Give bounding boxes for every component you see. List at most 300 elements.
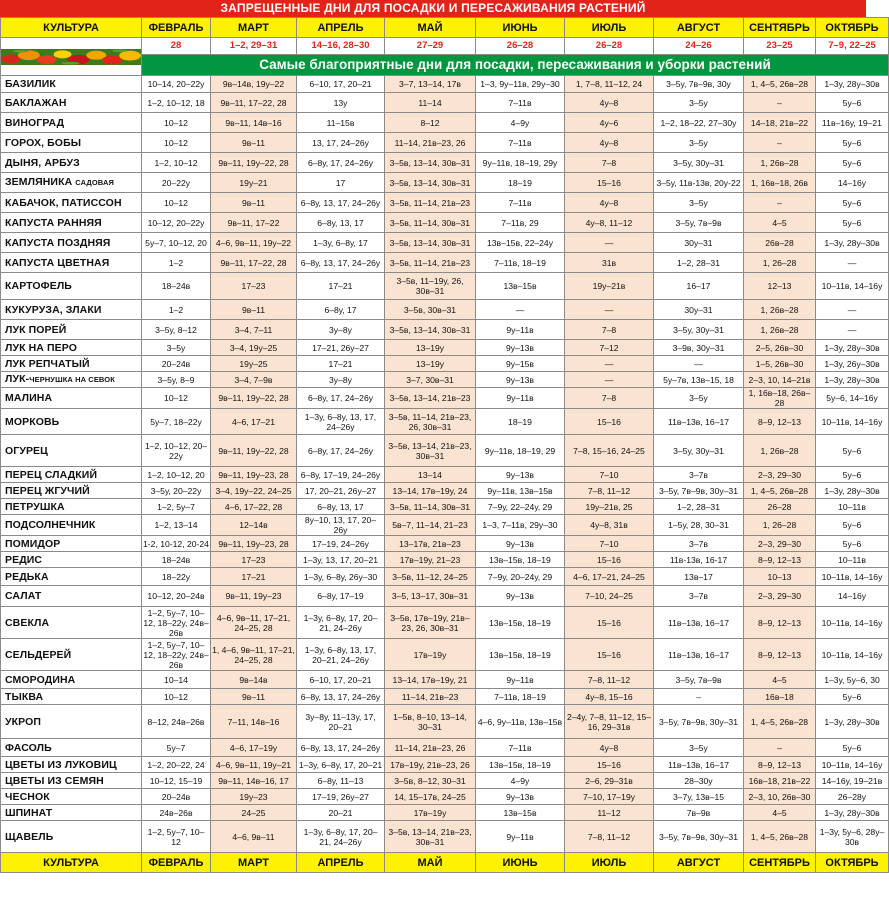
day-cell: 13в–15в <box>476 805 565 821</box>
day-cell: 16в–18, 21в–22 <box>744 773 816 789</box>
day-cell: 17в–19у, 21–23 <box>385 552 476 568</box>
column-header-8: СЕНТЯБРЬ <box>744 18 816 38</box>
day-cell: 8–9, 12–13 <box>744 552 816 568</box>
crop-name-text: ГОРОХ, БОБЫ <box>5 136 82 149</box>
day-cell: 1–3у, 28у–30в <box>816 483 889 499</box>
day-cell: 9у–13в <box>476 467 565 483</box>
day-cell: 11–14 <box>385 93 476 113</box>
day-cell: 6–8у, 13, 17, 24–26у <box>297 253 385 273</box>
day-cell: 7–8, 11–12 <box>565 671 654 689</box>
day-cell: 1–3у, 28у–30в <box>816 340 889 356</box>
day-cell: 5у–7в, 13в–15, 18 <box>654 372 744 388</box>
day-cell: 3–5в, 13–14, 30в–31 <box>385 320 476 340</box>
day-cell: 9у–11в <box>476 671 565 689</box>
day-cell: 4у–8, 15–16 <box>565 689 654 705</box>
day-cell: 11в–16у, 19–21 <box>816 113 889 133</box>
table-row <box>1 113 889 133</box>
day-cell: 10–11в <box>816 552 889 568</box>
day-cell: 5у–6 <box>816 133 889 153</box>
day-cell: 20–24в <box>142 356 211 372</box>
day-cell: 6–8у, 13, 17, 24–26у <box>297 689 385 705</box>
crop-name <box>1 467 142 483</box>
day-cell: 2–3, 10, 14–21в <box>744 372 816 388</box>
table-row <box>1 773 889 789</box>
crop-name <box>1 93 142 113</box>
header-row-top <box>1 18 889 38</box>
day-cell: 1–3у, 6–8у, 26у–30 <box>297 568 385 586</box>
day-cell: 10–12 <box>142 133 211 153</box>
day-cell: 3–4, 7–11 <box>211 320 297 340</box>
day-cell: 1–2, 20–22, 24 <box>142 757 211 773</box>
day-cell: 1–3у, 28у–30в <box>816 372 889 388</box>
day-cell: 17–21 <box>297 273 385 300</box>
day-cell: 26–28у <box>816 789 889 805</box>
day-cell: 1–5в, 8–10, 13–14, 30–31 <box>385 705 476 739</box>
day-cell: 7–11в, 29 <box>476 213 565 233</box>
crop-name-text: ПЕРЕЦ ЖГУЧИЙ <box>5 484 90 497</box>
day-cell: 3–5в, 13–14, 30в–31 <box>385 173 476 193</box>
day-cell: 11–14, 21в–23, 26 <box>385 133 476 153</box>
crop-name-text: ПЕТРУШКА <box>5 500 65 513</box>
crop-name <box>1 300 142 320</box>
day-cell: 10–11в, 14–16у <box>816 568 889 586</box>
crop-name-text: КАРТОФЕЛЬ <box>5 280 72 292</box>
day-cell: 5у–6 <box>816 193 889 213</box>
column-header-0: КУЛЬТУРА <box>1 853 142 873</box>
day-cell: 3–5в, 13–14, 21в–23 <box>385 388 476 409</box>
day-cell: 13–14, 17в–19у, 21 <box>385 671 476 689</box>
day-cell: 4у–8, 31в <box>565 515 654 536</box>
table-row <box>1 300 889 320</box>
column-header-7: АВГУСТ <box>654 853 744 873</box>
column-header-7: АВГУСТ <box>654 18 744 38</box>
table-row <box>1 607 889 639</box>
day-cell: 3–5у, 30у–31 <box>654 435 744 467</box>
day-cell: 19у–23 <box>211 789 297 805</box>
day-cell: 5у–6 <box>816 515 889 536</box>
day-cell: 9в–11, 19у–23 <box>211 586 297 607</box>
day-cell: 11в–13в, 16–17 <box>654 607 744 639</box>
day-cell: 7–11в, 18–19 <box>476 253 565 273</box>
day-cell: 1, 26в–28 <box>744 320 816 340</box>
day-cell: 1–3у, 6–8у, 17, 20–21, 24–26у <box>297 607 385 639</box>
crop-name-text: ЦВЕТЫ ИЗ СЕМЯН <box>5 774 104 787</box>
day-cell: 1, 26в–28 <box>744 300 816 320</box>
day-cell: 3–5у, 7в–9в, 30у <box>654 76 744 93</box>
day-cell: 6–10, 17, 20–21 <box>297 671 385 689</box>
day-cell: 3–5в, 11–14, 21в–23 <box>385 193 476 213</box>
day-cell: 10–14 <box>142 671 211 689</box>
day-cell: 9в–11, 14в–16, 17 <box>211 773 297 789</box>
table-row <box>1 499 889 515</box>
day-cell: 1, 16в–18, 26в <box>744 173 816 193</box>
day-cell: 9у–13в <box>476 372 565 388</box>
day-cell: 9у–11в, 13в–15в <box>476 483 565 499</box>
day-cell: — <box>565 356 654 372</box>
day-cell: 17–19, 26у–27 <box>297 789 385 805</box>
day-cell: 9в–11, 19у–22, 28 <box>211 435 297 467</box>
day-cell: 1–2, 28–31 <box>654 499 744 515</box>
day-cell: 6–8у, 17–19, 24–26у <box>297 467 385 483</box>
day-cell: 1–2, 28–31 <box>654 253 744 273</box>
crop-name-text: ПЕРЕЦ СЛАДКИЙ <box>5 468 98 481</box>
day-cell: 9у–15в <box>476 356 565 372</box>
day-cell: 10–14, 20–22у <box>142 76 211 93</box>
day-cell: 1, 26в–28 <box>744 435 816 467</box>
day-cell: 13–19у <box>385 340 476 356</box>
day-cell: 3–7в <box>654 586 744 607</box>
day-cell: 2–3, 29–30 <box>744 586 816 607</box>
day-cell: 3–5у <box>654 193 744 213</box>
forbidden-days-cell: 27–29 <box>385 38 476 55</box>
day-cell: 17–23 <box>211 552 297 568</box>
column-header-4: МАЙ <box>385 18 476 38</box>
day-cell: 3–5в, 30в–31 <box>385 300 476 320</box>
crop-name <box>1 320 142 340</box>
crop-name-note: ЧЕРНУШКА НА СЕВОК <box>29 375 115 384</box>
day-cell: 1–3у, 13, 17, 20–21 <box>297 552 385 568</box>
day-cell: 9в–11, 17–22, 28 <box>211 253 297 273</box>
day-cell: 10–12, 20–22у <box>142 213 211 233</box>
day-cell: 7–8 <box>565 388 654 409</box>
day-cell: 11в–13в, 16–17 <box>654 757 744 773</box>
day-cell: 6–10, 17, 20–21 <box>297 76 385 93</box>
day-cell: 7–11в <box>476 193 565 213</box>
table-row <box>1 409 889 435</box>
day-cell: — <box>816 300 889 320</box>
day-cell: 7–11в, 18–19 <box>476 689 565 705</box>
vegetables-image <box>1 38 142 76</box>
day-cell: 31в <box>565 253 654 273</box>
day-cell: 24в–26в <box>142 805 211 821</box>
day-cell: 8у–10, 13, 17, 20–26у <box>297 515 385 536</box>
day-cell: 20–22у <box>142 173 211 193</box>
day-cell: 1, 7–8, 11–12, 24 <box>565 76 654 93</box>
day-cell: 20–21 <box>297 805 385 821</box>
crop-name-text: РЕДЬКА <box>5 570 49 583</box>
table-row <box>1 340 889 356</box>
day-cell: 10–12 <box>142 689 211 705</box>
day-cell: 15–16 <box>565 173 654 193</box>
column-header-5: ИЮНЬ <box>476 853 565 873</box>
day-cell: 30у–31 <box>654 300 744 320</box>
day-cell: 14, 15–17в, 24–25 <box>385 789 476 805</box>
day-cell: 6–8у, 11–13 <box>297 773 385 789</box>
day-cell: 4–6, 9у–11в, 13в–15в <box>476 705 565 739</box>
crop-name <box>1 233 142 253</box>
day-cell: – <box>654 689 744 705</box>
day-cell: 26–28 <box>744 499 816 515</box>
crop-name <box>1 805 142 821</box>
day-cell: 1–2, 5у–7, 10–12, 18–22у, 24в–26в <box>143 607 209 638</box>
day-cell: 4–5 <box>744 671 816 689</box>
day-cell: 7–9у, 22–24у, 29 <box>476 499 565 515</box>
day-cell: 1, 26–28 <box>744 253 816 273</box>
column-header-3: АПРЕЛЬ <box>297 18 385 38</box>
forbidden-days-row <box>1 38 889 55</box>
table-row <box>1 705 889 739</box>
crop-name-text: ПОМИДОР <box>5 537 61 550</box>
day-cell: 7–8 <box>565 153 654 173</box>
day-cell: 8–9, 12–13 <box>744 607 816 639</box>
forbidden-days-cell: 26–28 <box>476 38 565 55</box>
day-cell: 9в–11, 17–22 <box>211 213 297 233</box>
crop-name-text: СМОРОДИНА <box>5 673 76 686</box>
day-cell: 6–8у, 17, 24–26у <box>297 388 385 409</box>
day-cell: 10–11в, 14–16у <box>816 639 889 671</box>
day-cell: 1, 26–28 <box>744 515 816 536</box>
day-cell: 3–5у <box>654 93 744 113</box>
forbidden-days-cell: 7–9, 22–25 <box>816 38 889 55</box>
day-cell: 13–17в, 21в–23 <box>385 536 476 552</box>
day-cell: 7–8, 11–12 <box>565 483 654 499</box>
day-cell: 3–4, 19у–22, 24–25 <box>211 483 297 499</box>
crop-name-text: РЕДИС <box>5 553 43 566</box>
day-cell: 3–5в, 11–14, 21в–23 <box>385 253 476 273</box>
day-cell: 30у–31 <box>654 233 744 253</box>
day-cell: 17–21 <box>297 356 385 372</box>
table-row <box>1 133 889 153</box>
table-row <box>1 173 889 193</box>
day-cell: 4у–8 <box>565 739 654 757</box>
table-row <box>1 483 889 499</box>
crop-name <box>1 213 142 233</box>
column-header-5: ИЮНЬ <box>476 18 565 38</box>
crop-name <box>1 586 142 607</box>
day-cell: 13–14 <box>385 467 476 483</box>
forbidden-days-cell: 24–26 <box>654 38 744 55</box>
day-cell: 1–3у, 28у–30в <box>816 705 889 739</box>
day-cell: 3у–8у, 11–13у, 17, 20–21 <box>297 705 385 739</box>
day-cell: 5у–6 <box>816 467 889 483</box>
crop-name <box>1 568 142 586</box>
crop-name <box>1 499 142 515</box>
day-cell: 24–25 <box>211 805 297 821</box>
day-cell: 11–14, 21в–23 <box>385 689 476 705</box>
table-row <box>1 552 889 568</box>
day-cell: 5у–6 <box>816 536 889 552</box>
day-cell: 3–5у, 11в-13в, 20у-22 <box>654 173 744 193</box>
planting-calendar-table <box>0 17 889 873</box>
crop-name-text: ЛУК РЕПЧАТЫЙ <box>5 357 90 370</box>
day-cell: 10–12 <box>142 388 211 409</box>
day-cell: 10–11в, 14–16у <box>816 757 889 773</box>
day-cell: 2–6, 29–31в <box>565 773 654 789</box>
table-row <box>1 689 889 705</box>
day-cell: 5у–6 <box>816 93 889 113</box>
day-cell: 17в–19у <box>385 639 476 671</box>
table-row <box>1 76 889 93</box>
day-cell: 18–19 <box>476 173 565 193</box>
day-cell: 3–4, 7–9в <box>211 372 297 388</box>
table-row <box>1 273 889 300</box>
day-cell: 3–5в, 8–12, 30–31 <box>385 773 476 789</box>
column-header-2: МАРТ <box>211 853 297 873</box>
crop-name <box>1 789 142 805</box>
day-cell: 1, 4–5, 26в–28 <box>744 705 816 739</box>
day-cell: 6–8у, 17–19 <box>297 586 385 607</box>
day-cell: 7–11, 14в–16 <box>211 705 297 739</box>
day-cell: 19у–21в, 25 <box>565 499 654 515</box>
day-cell: 19у–21в <box>565 273 654 300</box>
crop-name-text: ВИНОГРАД <box>5 116 65 129</box>
day-cell: 1, 4–5, 26в–28 <box>744 483 816 499</box>
day-cell: 12–13 <box>744 273 816 300</box>
table-row <box>1 193 889 213</box>
day-cell: 18–24в <box>142 273 211 300</box>
crop-name <box>1 356 142 372</box>
crop-name-text: СЕЛЬДЕРЕЙ <box>5 648 72 661</box>
day-cell: 9в–11, 19у–23, 28 <box>211 536 297 552</box>
crop-name <box>1 113 142 133</box>
crop-name-text: ЛУК ПОРЕЙ <box>5 323 67 336</box>
day-cell: 1–3у, 6–8у, 13, 17, 24–26у <box>297 409 385 435</box>
table-row <box>1 821 889 853</box>
table-row <box>1 253 889 273</box>
day-cell: 15–16 <box>565 639 654 671</box>
day-cell: 3–5в, 17в–19у, 21в–23, 26, 30в–31 <box>385 607 476 639</box>
crop-name-text: БАЗИЛИК <box>5 78 56 90</box>
table-row <box>1 805 889 821</box>
day-cell: 7–12 <box>565 340 654 356</box>
day-cell: 1–2 <box>142 253 211 273</box>
column-header-4: МАЙ <box>385 853 476 873</box>
day-cell: 17–21, 26у–27 <box>297 340 385 356</box>
crop-name <box>1 705 142 739</box>
crop-name-text: УКРОП <box>5 715 42 728</box>
crop-name <box>1 739 142 757</box>
day-cell: 3–5у, 30у–31 <box>654 320 744 340</box>
day-cell: 3–7в <box>654 536 744 552</box>
table-row <box>1 435 889 467</box>
day-cell: 5у–6 <box>816 435 889 467</box>
day-cell: 3–7, 13–14, 17в <box>385 76 476 93</box>
day-cell: 13в–15в, 22–24у <box>476 233 565 253</box>
table-row <box>1 757 889 773</box>
day-cell: 4–6, 9в–11 <box>211 821 297 853</box>
table-row <box>1 515 889 536</box>
crop-name-text: СВЕКЛА <box>5 616 50 629</box>
day-cell: 9у–13в <box>476 789 565 805</box>
day-cell: – <box>744 739 816 757</box>
day-cell: 4у–6 <box>565 113 654 133</box>
day-cell: 1–3у, 5у–6, 28у–30в <box>816 821 889 853</box>
column-header-2: МАРТ <box>211 18 297 38</box>
day-cell: 9у–11в, 18–19, 29у <box>476 153 565 173</box>
crop-name-text: ЛУК НА ПЕРО <box>5 341 77 354</box>
day-cell: 7–11в <box>476 739 565 757</box>
day-cell: 8–12, 24в–26в <box>142 705 211 739</box>
day-cell: 7–9у, 20–24у, 29 <box>476 568 565 586</box>
day-cell: 3–5, 13–17, 30в–31 <box>385 586 476 607</box>
table-row <box>1 739 889 757</box>
day-cell: 7–8 <box>565 320 654 340</box>
crop-name-text: ДЫНЯ, АРБУЗ <box>5 156 80 169</box>
crop-name-text: ШПИНАТ <box>5 806 53 819</box>
day-cell: – <box>744 133 816 153</box>
header-row-bottom <box>1 853 889 873</box>
day-cell: 3–7, 30в–31 <box>385 372 476 388</box>
day-cell: 18–19 <box>476 409 565 435</box>
day-cell: 3–5у <box>142 340 211 356</box>
table-row <box>1 356 889 372</box>
day-cell: 3–5у <box>654 739 744 757</box>
day-cell: 4–6, 17–21 <box>211 409 297 435</box>
day-cell: 3–5у, 8–12 <box>142 320 211 340</box>
day-cell: 15–16 <box>565 409 654 435</box>
day-cell: 19у–21 <box>211 173 297 193</box>
day-cell: 3–5у, 7в–9в, 30у–31 <box>654 705 744 739</box>
crop-name <box>1 193 142 213</box>
day-cell: 4–9у <box>476 773 565 789</box>
day-cell: 1-2, 10-12, 20-24 <box>142 536 211 552</box>
day-cell: 10–13 <box>744 568 816 586</box>
day-cell: 1–3у, 6–8у, 17 <box>297 233 385 253</box>
day-cell: 9в–11, 14в–16 <box>211 113 297 133</box>
day-cell: 6–8у, 13, 17, 24–26у <box>297 739 385 757</box>
day-cell: 9в–11 <box>211 300 297 320</box>
day-cell: 1, 26в–28 <box>744 153 816 173</box>
crop-name <box>1 76 142 93</box>
crop-name <box>1 153 142 173</box>
day-cell: 9в–11 <box>211 193 297 213</box>
day-cell: 4–6, 9в–11, 17–21, 24–25, 28 <box>211 607 297 639</box>
crop-name-text: ПОДСОЛНЕЧНИК <box>5 519 96 531</box>
day-cell: 14–16у <box>816 173 889 193</box>
day-cell: 3–5в, 11–12, 24–25 <box>385 568 476 586</box>
day-cell: 1–3у, 26у–30в <box>816 356 889 372</box>
day-cell: 5у–7, 18–22у <box>142 409 211 435</box>
day-cell: 1, 16в–18, 26в–28 <box>744 388 816 409</box>
day-cell: 1, 4–5, 26в–28 <box>744 821 816 853</box>
day-cell: 11–12 <box>565 805 654 821</box>
crop-name <box>1 133 142 153</box>
day-cell: 5в–7, 11–14, 21–23 <box>385 515 476 536</box>
day-cell: 3–5у, 8–9 <box>142 372 211 388</box>
day-cell: 10–12, 20–24в <box>142 586 211 607</box>
day-cell: 9в–11, 17–22, 28 <box>211 93 297 113</box>
day-cell: 1–2 <box>142 300 211 320</box>
day-cell: 6–8у, 17, 24–26у <box>297 153 385 173</box>
forbidden-days-cell: 26–28 <box>565 38 654 55</box>
day-cell: 10–12, 15–19 <box>142 773 211 789</box>
day-cell: 9в–11 <box>211 689 297 705</box>
day-cell: 20–24в <box>142 789 211 805</box>
day-cell: 13–14, 17в–19у, 24 <box>385 483 476 499</box>
crop-name <box>1 273 142 300</box>
day-cell: 4–5 <box>744 805 816 821</box>
day-cell: – <box>744 93 816 113</box>
crop-name <box>1 253 142 273</box>
day-cell: 13в–15в, 18–19 <box>476 757 565 773</box>
day-cell: 3–7у, 13в–15 <box>654 789 744 805</box>
best-days-title: Самые благоприятные дни для посадки, пересаживания и уборки растений <box>142 55 889 76</box>
day-cell: 1–3, 9у–11в, 29у–30 <box>476 76 565 93</box>
crop-name <box>1 552 142 568</box>
day-cell: 9у–13в <box>476 536 565 552</box>
day-cell: 7–10 <box>565 467 654 483</box>
day-cell: 4–6, 17–19у <box>211 739 297 757</box>
crop-name <box>1 515 142 536</box>
day-cell: 4–6, 17–22, 28 <box>211 499 297 515</box>
day-cell: 5у–6 <box>816 689 889 705</box>
table-row <box>1 568 889 586</box>
day-cell: 9в–11, 19у–22, 28 <box>211 153 297 173</box>
day-cell: 10–11в, 14–16у <box>816 273 889 300</box>
day-cell: — <box>565 300 654 320</box>
day-cell: 1–3у, 6–8у, 17, 20–21 <box>297 757 385 773</box>
day-cell: 3–5у <box>654 133 744 153</box>
